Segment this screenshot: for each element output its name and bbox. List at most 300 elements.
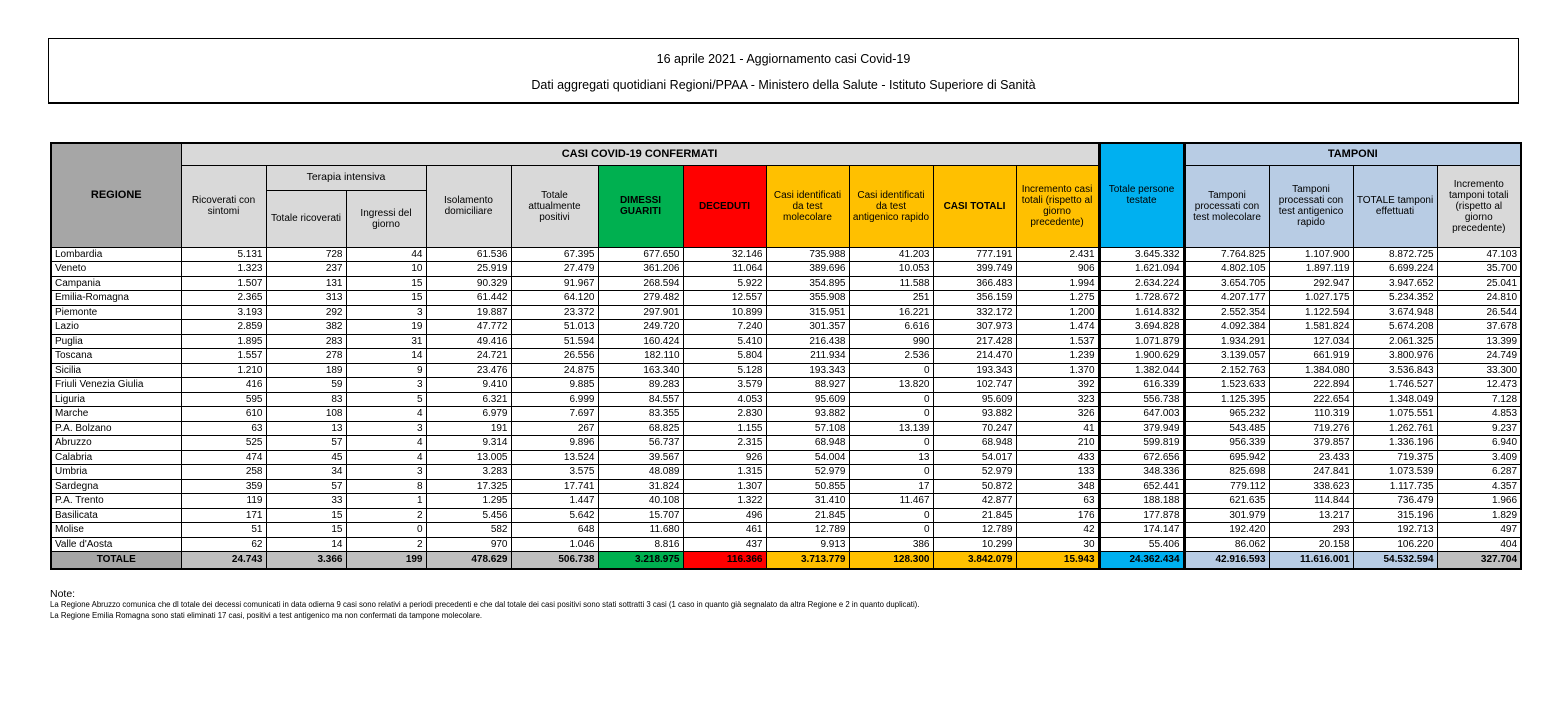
value-cell-deceduti: 437 bbox=[683, 537, 766, 552]
table-row bbox=[51, 407, 1521, 422]
value-cell-tamponi_molecolare: 86.062 bbox=[1184, 537, 1269, 552]
notes-heading: Note: bbox=[50, 588, 76, 600]
value-cell-totale_attualmente_positivi: 9.896 bbox=[511, 436, 598, 451]
report-title-line1: 16 aprile 2021 - Aggiornamento casi Covid-19 bbox=[656, 52, 911, 66]
table-row bbox=[51, 392, 1521, 407]
value-cell-incremento_tamponi: 4.853 bbox=[1437, 407, 1521, 422]
value-cell-casi_totali: 307.973 bbox=[933, 320, 1016, 335]
value-cell-casi_totali: 214.470 bbox=[933, 349, 1016, 364]
value-cell-dimessi_guariti: 31.824 bbox=[598, 479, 683, 494]
col-header-casi-totali: CASI TOTALI bbox=[933, 165, 1016, 247]
value-cell-terapia_ingressi_giorno: 15 bbox=[346, 276, 426, 291]
value-cell-ricoverati_con_sintomi: 1.507 bbox=[181, 276, 266, 291]
value-cell-dimessi_guariti: 56.737 bbox=[598, 436, 683, 451]
value-cell-deceduti: 1.155 bbox=[683, 421, 766, 436]
value-cell-terapia_totale_ricoverati: 13 bbox=[266, 421, 346, 436]
value-cell-totale_persone_testate: 556.738 bbox=[1099, 392, 1184, 407]
value-cell-casi_test_molecolare: 93.882 bbox=[766, 407, 849, 422]
region-name-cell: Sicilia bbox=[51, 363, 181, 378]
value-cell-terapia_totale_ricoverati: 45 bbox=[266, 450, 346, 465]
total-value-cell-dimessi_guariti: 3.218.975 bbox=[598, 552, 683, 569]
col-header-ingressi-del-giorno: Ingressi del giorno bbox=[346, 190, 426, 247]
value-cell-isolamento_domiciliare: 9.410 bbox=[426, 378, 511, 393]
value-cell-totale_persone_testate: 647.003 bbox=[1099, 407, 1184, 422]
col-header-tamponi-antigenico: Tamponi processati con test antigenico rapido bbox=[1269, 165, 1353, 247]
value-cell-incremento_tamponi: 24.810 bbox=[1437, 291, 1521, 306]
value-cell-casi_test_antigenico: 17 bbox=[849, 479, 933, 494]
value-cell-totale_tamponi: 1.073.539 bbox=[1353, 465, 1437, 480]
col-header-regione: REGIONE bbox=[51, 143, 181, 247]
value-cell-dimessi_guariti: 8.816 bbox=[598, 537, 683, 552]
value-cell-casi_test_antigenico: 0 bbox=[849, 508, 933, 523]
value-cell-totale_attualmente_positivi: 24.875 bbox=[511, 363, 598, 378]
value-cell-totale_attualmente_positivi: 17.741 bbox=[511, 479, 598, 494]
value-cell-terapia_ingressi_giorno: 3 bbox=[346, 465, 426, 480]
value-cell-isolamento_domiciliare: 17.325 bbox=[426, 479, 511, 494]
value-cell-dimessi_guariti: 89.283 bbox=[598, 378, 683, 393]
value-cell-incremento_tamponi: 26.544 bbox=[1437, 305, 1521, 320]
value-cell-casi_test_antigenico: 11.588 bbox=[849, 276, 933, 291]
value-cell-casi_totali: 52.979 bbox=[933, 465, 1016, 480]
total-value-cell-tamponi_molecolare: 42.916.593 bbox=[1184, 552, 1269, 569]
value-cell-tamponi_antigenico: 1.897.119 bbox=[1269, 262, 1353, 277]
value-cell-tamponi_molecolare: 779.112 bbox=[1184, 479, 1269, 494]
value-cell-totale_tamponi: 5.234.352 bbox=[1353, 291, 1437, 306]
value-cell-casi_test_antigenico: 11.467 bbox=[849, 494, 933, 509]
value-cell-terapia_ingressi_giorno: 3 bbox=[346, 305, 426, 320]
value-cell-dimessi_guariti: 15.707 bbox=[598, 508, 683, 523]
value-cell-incremento_casi: 348 bbox=[1016, 479, 1099, 494]
value-cell-ricoverati_con_sintomi: 5.131 bbox=[181, 247, 266, 262]
value-cell-dimessi_guariti: 160.424 bbox=[598, 334, 683, 349]
value-cell-casi_totali: 102.747 bbox=[933, 378, 1016, 393]
value-cell-tamponi_antigenico: 338.623 bbox=[1269, 479, 1353, 494]
total-value-cell-incremento_casi: 15.943 bbox=[1016, 552, 1099, 569]
value-cell-isolamento_domiciliare: 3.283 bbox=[426, 465, 511, 480]
value-cell-tamponi_molecolare: 3.654.705 bbox=[1184, 276, 1269, 291]
col-header-casi-test-antigenico: Casi identificati da test antigenico rapido bbox=[849, 165, 933, 247]
value-cell-tamponi_molecolare: 7.764.825 bbox=[1184, 247, 1269, 262]
region-name-cell: Lazio bbox=[51, 320, 181, 335]
value-cell-ricoverati_con_sintomi: 63 bbox=[181, 421, 266, 436]
value-cell-ricoverati_con_sintomi: 62 bbox=[181, 537, 266, 552]
value-cell-incremento_casi: 433 bbox=[1016, 450, 1099, 465]
value-cell-casi_totali: 332.172 bbox=[933, 305, 1016, 320]
covid-data-table bbox=[50, 142, 1522, 570]
total-row bbox=[51, 552, 1521, 569]
value-cell-incremento_casi: 1.370 bbox=[1016, 363, 1099, 378]
value-cell-totale_tamponi: 3.800.976 bbox=[1353, 349, 1437, 364]
total-value-cell-totale_persone_testate: 24.362.434 bbox=[1099, 552, 1184, 569]
value-cell-ricoverati_con_sintomi: 1.557 bbox=[181, 349, 266, 364]
value-cell-incremento_casi: 392 bbox=[1016, 378, 1099, 393]
value-cell-tamponi_molecolare: 2.552.354 bbox=[1184, 305, 1269, 320]
value-cell-casi_test_antigenico: 0 bbox=[849, 465, 933, 480]
value-cell-tamponi_antigenico: 293 bbox=[1269, 523, 1353, 538]
value-cell-tamponi_antigenico: 661.919 bbox=[1269, 349, 1353, 364]
value-cell-isolamento_domiciliare: 13.005 bbox=[426, 450, 511, 465]
total-value-cell-terapia_ingressi_giorno: 199 bbox=[346, 552, 426, 569]
value-cell-dimessi_guariti: 83.355 bbox=[598, 407, 683, 422]
value-cell-tamponi_molecolare: 301.979 bbox=[1184, 508, 1269, 523]
total-value-cell-casi_totali: 3.842.079 bbox=[933, 552, 1016, 569]
value-cell-casi_test_antigenico: 0 bbox=[849, 523, 933, 538]
value-cell-isolamento_domiciliare: 6.321 bbox=[426, 392, 511, 407]
value-cell-totale_tamponi: 106.220 bbox=[1353, 537, 1437, 552]
value-cell-isolamento_domiciliare: 19.887 bbox=[426, 305, 511, 320]
region-name-cell: P.A. Bolzano bbox=[51, 421, 181, 436]
value-cell-dimessi_guariti: 361.206 bbox=[598, 262, 683, 277]
value-cell-totale_attualmente_positivi: 1.447 bbox=[511, 494, 598, 509]
value-cell-tamponi_molecolare: 825.698 bbox=[1184, 465, 1269, 480]
value-cell-incremento_tamponi: 24.749 bbox=[1437, 349, 1521, 364]
value-cell-terapia_ingressi_giorno: 4 bbox=[346, 407, 426, 422]
value-cell-totale_persone_testate: 652.441 bbox=[1099, 479, 1184, 494]
value-cell-incremento_tamponi: 497 bbox=[1437, 523, 1521, 538]
table-row bbox=[51, 450, 1521, 465]
value-cell-deceduti: 1.322 bbox=[683, 494, 766, 509]
value-cell-casi_test_antigenico: 0 bbox=[849, 436, 933, 451]
value-cell-deceduti: 461 bbox=[683, 523, 766, 538]
value-cell-incremento_casi: 63 bbox=[1016, 494, 1099, 509]
region-name-cell: P.A. Trento bbox=[51, 494, 181, 509]
group-header-casi-confermati: CASI COVID-19 CONFERMATI bbox=[181, 143, 1099, 165]
table-row bbox=[51, 465, 1521, 480]
col-header-ricoverati-con-sintomi: Ricoverati con sintomi bbox=[181, 165, 266, 247]
value-cell-incremento_casi: 1.474 bbox=[1016, 320, 1099, 335]
value-cell-terapia_ingressi_giorno: 3 bbox=[346, 421, 426, 436]
value-cell-tamponi_molecolare: 192.420 bbox=[1184, 523, 1269, 538]
value-cell-terapia_totale_ricoverati: 83 bbox=[266, 392, 346, 407]
value-cell-terapia_totale_ricoverati: 15 bbox=[266, 523, 346, 538]
region-name-cell: Calabria bbox=[51, 450, 181, 465]
value-cell-casi_test_antigenico: 251 bbox=[849, 291, 933, 306]
value-cell-isolamento_domiciliare: 9.314 bbox=[426, 436, 511, 451]
value-cell-totale_tamponi: 1.117.735 bbox=[1353, 479, 1437, 494]
value-cell-incremento_casi: 210 bbox=[1016, 436, 1099, 451]
value-cell-casi_totali: 70.247 bbox=[933, 421, 1016, 436]
value-cell-casi_totali: 68.948 bbox=[933, 436, 1016, 451]
value-cell-totale_persone_testate: 55.406 bbox=[1099, 537, 1184, 552]
value-cell-ricoverati_con_sintomi: 525 bbox=[181, 436, 266, 451]
value-cell-totale_persone_testate: 177.878 bbox=[1099, 508, 1184, 523]
value-cell-isolamento_domiciliare: 970 bbox=[426, 537, 511, 552]
value-cell-ricoverati_con_sintomi: 51 bbox=[181, 523, 266, 538]
value-cell-totale_persone_testate: 174.147 bbox=[1099, 523, 1184, 538]
value-cell-tamponi_molecolare: 1.523.633 bbox=[1184, 378, 1269, 393]
value-cell-dimessi_guariti: 677.650 bbox=[598, 247, 683, 262]
value-cell-terapia_totale_ricoverati: 728 bbox=[266, 247, 346, 262]
col-header-totale-tamponi: TOTALE tamponi effettuati bbox=[1353, 165, 1437, 247]
value-cell-casi_totali: 42.877 bbox=[933, 494, 1016, 509]
value-cell-ricoverati_con_sintomi: 2.365 bbox=[181, 291, 266, 306]
value-cell-casi_test_molecolare: 193.343 bbox=[766, 363, 849, 378]
value-cell-ricoverati_con_sintomi: 171 bbox=[181, 508, 266, 523]
value-cell-isolamento_domiciliare: 25.919 bbox=[426, 262, 511, 277]
value-cell-casi_totali: 193.343 bbox=[933, 363, 1016, 378]
value-cell-totale_persone_testate: 1.614.832 bbox=[1099, 305, 1184, 320]
value-cell-tamponi_antigenico: 222.654 bbox=[1269, 392, 1353, 407]
total-value-cell-totale_tamponi: 54.532.594 bbox=[1353, 552, 1437, 569]
col-header-isolamento-domiciliare: Isolamento domiciliare bbox=[426, 165, 511, 247]
value-cell-totale_tamponi: 1.746.527 bbox=[1353, 378, 1437, 393]
value-cell-tamponi_molecolare: 3.139.057 bbox=[1184, 349, 1269, 364]
value-cell-terapia_totale_ricoverati: 59 bbox=[266, 378, 346, 393]
value-cell-incremento_tamponi: 1.829 bbox=[1437, 508, 1521, 523]
value-cell-casi_test_molecolare: 88.927 bbox=[766, 378, 849, 393]
region-name-cell: Basilicata bbox=[51, 508, 181, 523]
value-cell-totale_persone_testate: 672.656 bbox=[1099, 450, 1184, 465]
col-header-totale-attualmente-positivi: Totale attualmente positivi bbox=[511, 165, 598, 247]
value-cell-terapia_totale_ricoverati: 283 bbox=[266, 334, 346, 349]
total-value-cell-terapia_totale_ricoverati: 3.366 bbox=[266, 552, 346, 569]
notes-section bbox=[50, 588, 1520, 621]
value-cell-casi_test_antigenico: 41.203 bbox=[849, 247, 933, 262]
value-cell-ricoverati_con_sintomi: 359 bbox=[181, 479, 266, 494]
value-cell-casi_test_molecolare: 216.438 bbox=[766, 334, 849, 349]
value-cell-tamponi_molecolare: 956.339 bbox=[1184, 436, 1269, 451]
value-cell-terapia_totale_ricoverati: 131 bbox=[266, 276, 346, 291]
value-cell-casi_test_antigenico: 6.616 bbox=[849, 320, 933, 335]
value-cell-totale_attualmente_positivi: 91.967 bbox=[511, 276, 598, 291]
value-cell-terapia_ingressi_giorno: 4 bbox=[346, 436, 426, 451]
value-cell-terapia_ingressi_giorno: 1 bbox=[346, 494, 426, 509]
value-cell-totale_tamponi: 5.674.208 bbox=[1353, 320, 1437, 335]
value-cell-terapia_ingressi_giorno: 4 bbox=[346, 450, 426, 465]
value-cell-deceduti: 1.315 bbox=[683, 465, 766, 480]
value-cell-tamponi_antigenico: 379.857 bbox=[1269, 436, 1353, 451]
value-cell-totale_attualmente_positivi: 6.999 bbox=[511, 392, 598, 407]
value-cell-totale_attualmente_positivi: 648 bbox=[511, 523, 598, 538]
table-row bbox=[51, 479, 1521, 494]
value-cell-isolamento_domiciliare: 23.476 bbox=[426, 363, 511, 378]
value-cell-isolamento_domiciliare: 1.295 bbox=[426, 494, 511, 509]
value-cell-casi_test_molecolare: 50.855 bbox=[766, 479, 849, 494]
value-cell-isolamento_domiciliare: 6.979 bbox=[426, 407, 511, 422]
value-cell-isolamento_domiciliare: 61.442 bbox=[426, 291, 511, 306]
value-cell-ricoverati_con_sintomi: 1.895 bbox=[181, 334, 266, 349]
value-cell-casi_test_molecolare: 735.988 bbox=[766, 247, 849, 262]
value-cell-totale_persone_testate: 188.188 bbox=[1099, 494, 1184, 509]
value-cell-incremento_tamponi: 7.128 bbox=[1437, 392, 1521, 407]
value-cell-tamponi_antigenico: 23.433 bbox=[1269, 450, 1353, 465]
value-cell-tamponi_molecolare: 965.232 bbox=[1184, 407, 1269, 422]
value-cell-totale_tamponi: 192.713 bbox=[1353, 523, 1437, 538]
table-row bbox=[51, 378, 1521, 393]
value-cell-totale_tamponi: 1.075.551 bbox=[1353, 407, 1437, 422]
value-cell-tamponi_molecolare: 2.152.763 bbox=[1184, 363, 1269, 378]
value-cell-ricoverati_con_sintomi: 3.193 bbox=[181, 305, 266, 320]
region-name-cell: Liguria bbox=[51, 392, 181, 407]
table-row bbox=[51, 305, 1521, 320]
report-title-line2: Dati aggregati quotidiani Regioni/PPAA - Ministero della Salute - Istituto Superiore di Sanità bbox=[531, 78, 1036, 92]
value-cell-casi_totali: 399.749 bbox=[933, 262, 1016, 277]
value-cell-ricoverati_con_sintomi: 595 bbox=[181, 392, 266, 407]
value-cell-terapia_ingressi_giorno: 9 bbox=[346, 363, 426, 378]
table-row bbox=[51, 508, 1521, 523]
report-title-box bbox=[48, 38, 1519, 104]
value-cell-dimessi_guariti: 279.482 bbox=[598, 291, 683, 306]
value-cell-casi_test_antigenico: 990 bbox=[849, 334, 933, 349]
value-cell-terapia_ingressi_giorno: 19 bbox=[346, 320, 426, 335]
value-cell-incremento_casi: 42 bbox=[1016, 523, 1099, 538]
value-cell-totale_persone_testate: 3.694.828 bbox=[1099, 320, 1184, 335]
value-cell-incremento_casi: 1.200 bbox=[1016, 305, 1099, 320]
value-cell-casi_test_molecolare: 68.948 bbox=[766, 436, 849, 451]
value-cell-deceduti: 496 bbox=[683, 508, 766, 523]
group-header-terapia-intensiva: Terapia intensiva bbox=[266, 165, 426, 190]
value-cell-tamponi_antigenico: 1.027.175 bbox=[1269, 291, 1353, 306]
value-cell-casi_test_antigenico: 13.820 bbox=[849, 378, 933, 393]
value-cell-casi_test_molecolare: 54.004 bbox=[766, 450, 849, 465]
value-cell-incremento_tamponi: 12.473 bbox=[1437, 378, 1521, 393]
total-value-cell-incremento_tamponi: 327.704 bbox=[1437, 552, 1521, 569]
col-header-totale-ricoverati: Totale ricoverati bbox=[266, 190, 346, 247]
value-cell-deceduti: 7.240 bbox=[683, 320, 766, 335]
value-cell-incremento_casi: 326 bbox=[1016, 407, 1099, 422]
value-cell-ricoverati_con_sintomi: 2.859 bbox=[181, 320, 266, 335]
value-cell-dimessi_guariti: 163.340 bbox=[598, 363, 683, 378]
value-cell-totale_tamponi: 1.348.049 bbox=[1353, 392, 1437, 407]
value-cell-totale_persone_testate: 1.382.044 bbox=[1099, 363, 1184, 378]
value-cell-totale_persone_testate: 379.949 bbox=[1099, 421, 1184, 436]
total-value-cell-casi_test_antigenico: 128.300 bbox=[849, 552, 933, 569]
table-row bbox=[51, 494, 1521, 509]
value-cell-terapia_ingressi_giorno: 44 bbox=[346, 247, 426, 262]
value-cell-terapia_ingressi_giorno: 3 bbox=[346, 378, 426, 393]
region-name-cell: Campania bbox=[51, 276, 181, 291]
region-name-cell: Puglia bbox=[51, 334, 181, 349]
value-cell-terapia_totale_ricoverati: 278 bbox=[266, 349, 346, 364]
value-cell-casi_test_molecolare: 9.913 bbox=[766, 537, 849, 552]
value-cell-ricoverati_con_sintomi: 610 bbox=[181, 407, 266, 422]
value-cell-casi_test_molecolare: 211.934 bbox=[766, 349, 849, 364]
col-header-tamponi-molecolare: Tamponi processati con test molecolare bbox=[1184, 165, 1269, 247]
value-cell-casi_test_molecolare: 57.108 bbox=[766, 421, 849, 436]
value-cell-totale_attualmente_positivi: 3.575 bbox=[511, 465, 598, 480]
value-cell-tamponi_molecolare: 4.092.384 bbox=[1184, 320, 1269, 335]
value-cell-totale_persone_testate: 616.339 bbox=[1099, 378, 1184, 393]
note-line-2: La Regione Emilia Romagna sono stati eliminati 17 casi, positivi a test antigenico ma non confermati da tampone molecolare. bbox=[50, 610, 483, 620]
value-cell-dimessi_guariti: 48.089 bbox=[598, 465, 683, 480]
value-cell-totale_persone_testate: 599.819 bbox=[1099, 436, 1184, 451]
value-cell-casi_test_molecolare: 355.908 bbox=[766, 291, 849, 306]
value-cell-deceduti: 5.410 bbox=[683, 334, 766, 349]
value-cell-casi_test_antigenico: 2.536 bbox=[849, 349, 933, 364]
value-cell-totale_tamponi: 3.536.843 bbox=[1353, 363, 1437, 378]
value-cell-casi_test_antigenico: 0 bbox=[849, 392, 933, 407]
value-cell-tamponi_antigenico: 1.122.594 bbox=[1269, 305, 1353, 320]
value-cell-terapia_totale_ricoverati: 189 bbox=[266, 363, 346, 378]
table-row bbox=[51, 291, 1521, 306]
value-cell-tamponi_molecolare: 4.207.177 bbox=[1184, 291, 1269, 306]
col-header-dimessi-guariti: DIMESSI GUARITI bbox=[598, 165, 683, 247]
value-cell-tamponi_molecolare: 543.485 bbox=[1184, 421, 1269, 436]
value-cell-incremento_casi: 323 bbox=[1016, 392, 1099, 407]
col-header-incremento-casi: Incremento casi totali (rispetto al giorno precedente) bbox=[1016, 165, 1099, 247]
value-cell-ricoverati_con_sintomi: 1.210 bbox=[181, 363, 266, 378]
region-name-cell: Marche bbox=[51, 407, 181, 422]
value-cell-totale_tamponi: 1.336.196 bbox=[1353, 436, 1437, 451]
value-cell-casi_totali: 356.159 bbox=[933, 291, 1016, 306]
value-cell-terapia_totale_ricoverati: 57 bbox=[266, 436, 346, 451]
value-cell-isolamento_domiciliare: 582 bbox=[426, 523, 511, 538]
value-cell-totale_tamponi: 3.947.652 bbox=[1353, 276, 1437, 291]
value-cell-deceduti: 10.899 bbox=[683, 305, 766, 320]
value-cell-dimessi_guariti: 39.567 bbox=[598, 450, 683, 465]
value-cell-casi_totali: 366.483 bbox=[933, 276, 1016, 291]
value-cell-isolamento_domiciliare: 24.721 bbox=[426, 349, 511, 364]
value-cell-incremento_casi: 906 bbox=[1016, 262, 1099, 277]
value-cell-tamponi_antigenico: 247.841 bbox=[1269, 465, 1353, 480]
region-name-cell: Abruzzo bbox=[51, 436, 181, 451]
value-cell-tamponi_molecolare: 1.934.291 bbox=[1184, 334, 1269, 349]
table-body bbox=[51, 247, 1521, 569]
value-cell-totale_attualmente_positivi: 26.556 bbox=[511, 349, 598, 364]
value-cell-dimessi_guariti: 40.108 bbox=[598, 494, 683, 509]
value-cell-tamponi_antigenico: 1.581.824 bbox=[1269, 320, 1353, 335]
region-name-cell: Toscana bbox=[51, 349, 181, 364]
value-cell-totale_tamponi: 8.872.725 bbox=[1353, 247, 1437, 262]
value-cell-casi_test_antigenico: 13.139 bbox=[849, 421, 933, 436]
value-cell-terapia_totale_ricoverati: 382 bbox=[266, 320, 346, 335]
value-cell-casi_test_molecolare: 21.845 bbox=[766, 508, 849, 523]
value-cell-casi_test_molecolare: 52.979 bbox=[766, 465, 849, 480]
value-cell-casi_test_molecolare: 389.696 bbox=[766, 262, 849, 277]
value-cell-incremento_casi: 1.537 bbox=[1016, 334, 1099, 349]
region-name-cell: Piemonte bbox=[51, 305, 181, 320]
value-cell-deceduti: 5.922 bbox=[683, 276, 766, 291]
value-cell-casi_totali: 50.872 bbox=[933, 479, 1016, 494]
value-cell-totale_tamponi: 719.375 bbox=[1353, 450, 1437, 465]
value-cell-totale_persone_testate: 1.621.094 bbox=[1099, 262, 1184, 277]
value-cell-terapia_totale_ricoverati: 34 bbox=[266, 465, 346, 480]
total-value-cell-deceduti: 116.366 bbox=[683, 552, 766, 569]
total-value-cell-casi_test_molecolare: 3.713.779 bbox=[766, 552, 849, 569]
value-cell-casi_test_molecolare: 12.789 bbox=[766, 523, 849, 538]
value-cell-terapia_ingressi_giorno: 10 bbox=[346, 262, 426, 277]
value-cell-tamponi_antigenico: 127.034 bbox=[1269, 334, 1353, 349]
value-cell-ricoverati_con_sintomi: 416 bbox=[181, 378, 266, 393]
value-cell-terapia_totale_ricoverati: 237 bbox=[266, 262, 346, 277]
value-cell-deceduti: 32.146 bbox=[683, 247, 766, 262]
region-name-cell: Valle d'Aosta bbox=[51, 537, 181, 552]
value-cell-casi_totali: 95.609 bbox=[933, 392, 1016, 407]
value-cell-tamponi_antigenico: 114.844 bbox=[1269, 494, 1353, 509]
table-row bbox=[51, 363, 1521, 378]
value-cell-totale_tamponi: 2.061.325 bbox=[1353, 334, 1437, 349]
value-cell-incremento_tamponi: 33.300 bbox=[1437, 363, 1521, 378]
value-cell-terapia_totale_ricoverati: 33 bbox=[266, 494, 346, 509]
value-cell-deceduti: 3.579 bbox=[683, 378, 766, 393]
total-value-cell-totale_attualmente_positivi: 506.738 bbox=[511, 552, 598, 569]
value-cell-dimessi_guariti: 268.594 bbox=[598, 276, 683, 291]
value-cell-incremento_tamponi: 6.287 bbox=[1437, 465, 1521, 480]
value-cell-incremento_casi: 1.275 bbox=[1016, 291, 1099, 306]
value-cell-casi_test_antigenico: 16.221 bbox=[849, 305, 933, 320]
value-cell-incremento_tamponi: 404 bbox=[1437, 537, 1521, 552]
value-cell-ricoverati_con_sintomi: 119 bbox=[181, 494, 266, 509]
value-cell-casi_totali: 93.882 bbox=[933, 407, 1016, 422]
col-header-incremento-tamponi: Incremento tamponi totali (rispetto al giorno precedente) bbox=[1437, 165, 1521, 247]
value-cell-isolamento_domiciliare: 191 bbox=[426, 421, 511, 436]
value-cell-terapia_ingressi_giorno: 14 bbox=[346, 349, 426, 364]
value-cell-totale_attualmente_positivi: 27.479 bbox=[511, 262, 598, 277]
total-value-cell-isolamento_domiciliare: 478.629 bbox=[426, 552, 511, 569]
value-cell-incremento_tamponi: 13.399 bbox=[1437, 334, 1521, 349]
table-row bbox=[51, 247, 1521, 262]
region-name-cell: Friuli Venezia Giulia bbox=[51, 378, 181, 393]
